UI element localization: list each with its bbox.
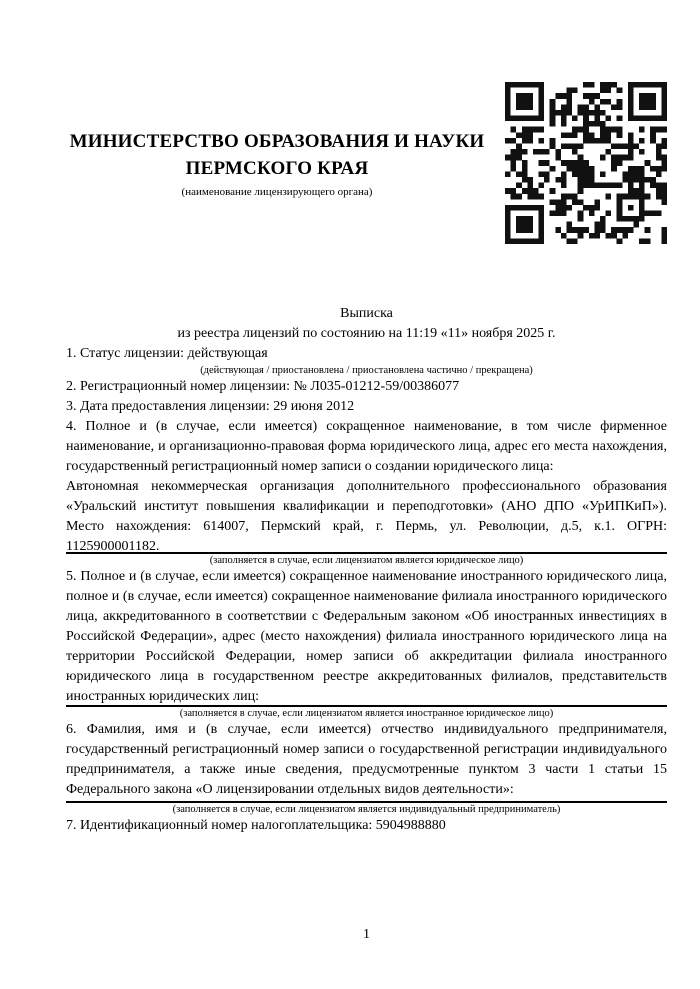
- extract-title-block: [66, 304, 667, 344]
- ministry-title-line1: МИНИСТЕРСТВО ОБРАЗОВАНИЯ И НАУКИ: [69, 131, 485, 152]
- item-2-registration-number: 2. Регистрационный номер лицензии: № Л035-01212-59/00386077: [66, 379, 460, 394]
- qr-code-icon: [505, 82, 667, 244]
- ministry-title-line2: ПЕРМСКОГО КРАЯ: [185, 158, 369, 179]
- item-4-legal-entity-question: 4. Полное и (в случае, если имеется) сокращенное наименование, в том числе фирменное наименование, и организационно-правовая форма юридического лица, адрес его места нахождения, государственный регистрационный номер записи о создании юридического лица:: [66, 419, 667, 474]
- item-5-foreign-entity-caption: (заполняется в случае, если лицензиатом является иностранное юридическое лицо): [179, 708, 554, 719]
- extract-date-line: из реестра лицензий по состоянию на 11:19 «11» ноября 2025 г.: [177, 326, 556, 341]
- licensing-authority-header: [64, 128, 490, 199]
- item-6-entrepreneur-caption: (заполняется в случае, если лицензиатом является индивидуальный предприниматель): [172, 804, 561, 815]
- item-1-status-options-caption: (действующая / приостановлена / приостановлена частично / прекращена): [200, 365, 533, 376]
- page-number: 1: [363, 927, 370, 942]
- item-7-taxpayer-number: 7. Идентификационный номер налогоплательщика: 5904988880: [66, 818, 446, 833]
- extract-title: Выписка: [340, 306, 393, 321]
- item-5-foreign-entity-question: 5. Полное и (в случае, если имеется) сокращенное наименование иностранного юридического лица, полное и (в случае, если имеется) сокращенное наименование филиала иностранного юридического лица, аккредитованного в соответствии с Федеральным законом «Об иностранных инвестициях в Российской Федерации», адрес (место нахождения) филиала иностранного юридического лица на территории Российской Федерации, номер записи об аккредитации филиала иностранного юридического лица в государственном реестре аккредитованных филиалов, представительств иностранных юридических лиц:: [66, 569, 667, 704]
- qr-code-svg: [505, 82, 667, 244]
- item-1-license-status: 1. Статус лицензии: действующая: [66, 346, 268, 361]
- item-4-legal-entity-answer: Автономная некоммерческая организация дополнительного профессионального образования «Уральский институт повышения квалификации и переподготовки» (АНО ДПО «УрИПКиП»). Место нахождения: 614007, Пермский край, г. Пермь, ул. Революции, д.5, к.1. ОГРН: 1125900001182.: [66, 479, 667, 554]
- item-3-grant-date: 3. Дата предоставления лицензии: 29 июня 2012: [66, 399, 355, 414]
- item-4-legal-entity-caption: (заполняется в случае, если лицензиатом является юридическое лицо): [209, 555, 524, 566]
- item-6-entrepreneur-question: 6. Фамилия, имя и (в случае, если имеется) отчество индивидуального предпринимателя, государственный регистрационный номер записи о государственной регистрации индивидуального предпринимателя, а также иные сведения, предусмотренные пунктом 3 части 1 статьи 15 Федерального закона «О лицензировании отдельных видов деятельности»:: [66, 722, 667, 797]
- licensing-authority-caption: (наименование лицензирующего органа): [181, 186, 373, 198]
- document-body: [66, 304, 667, 836]
